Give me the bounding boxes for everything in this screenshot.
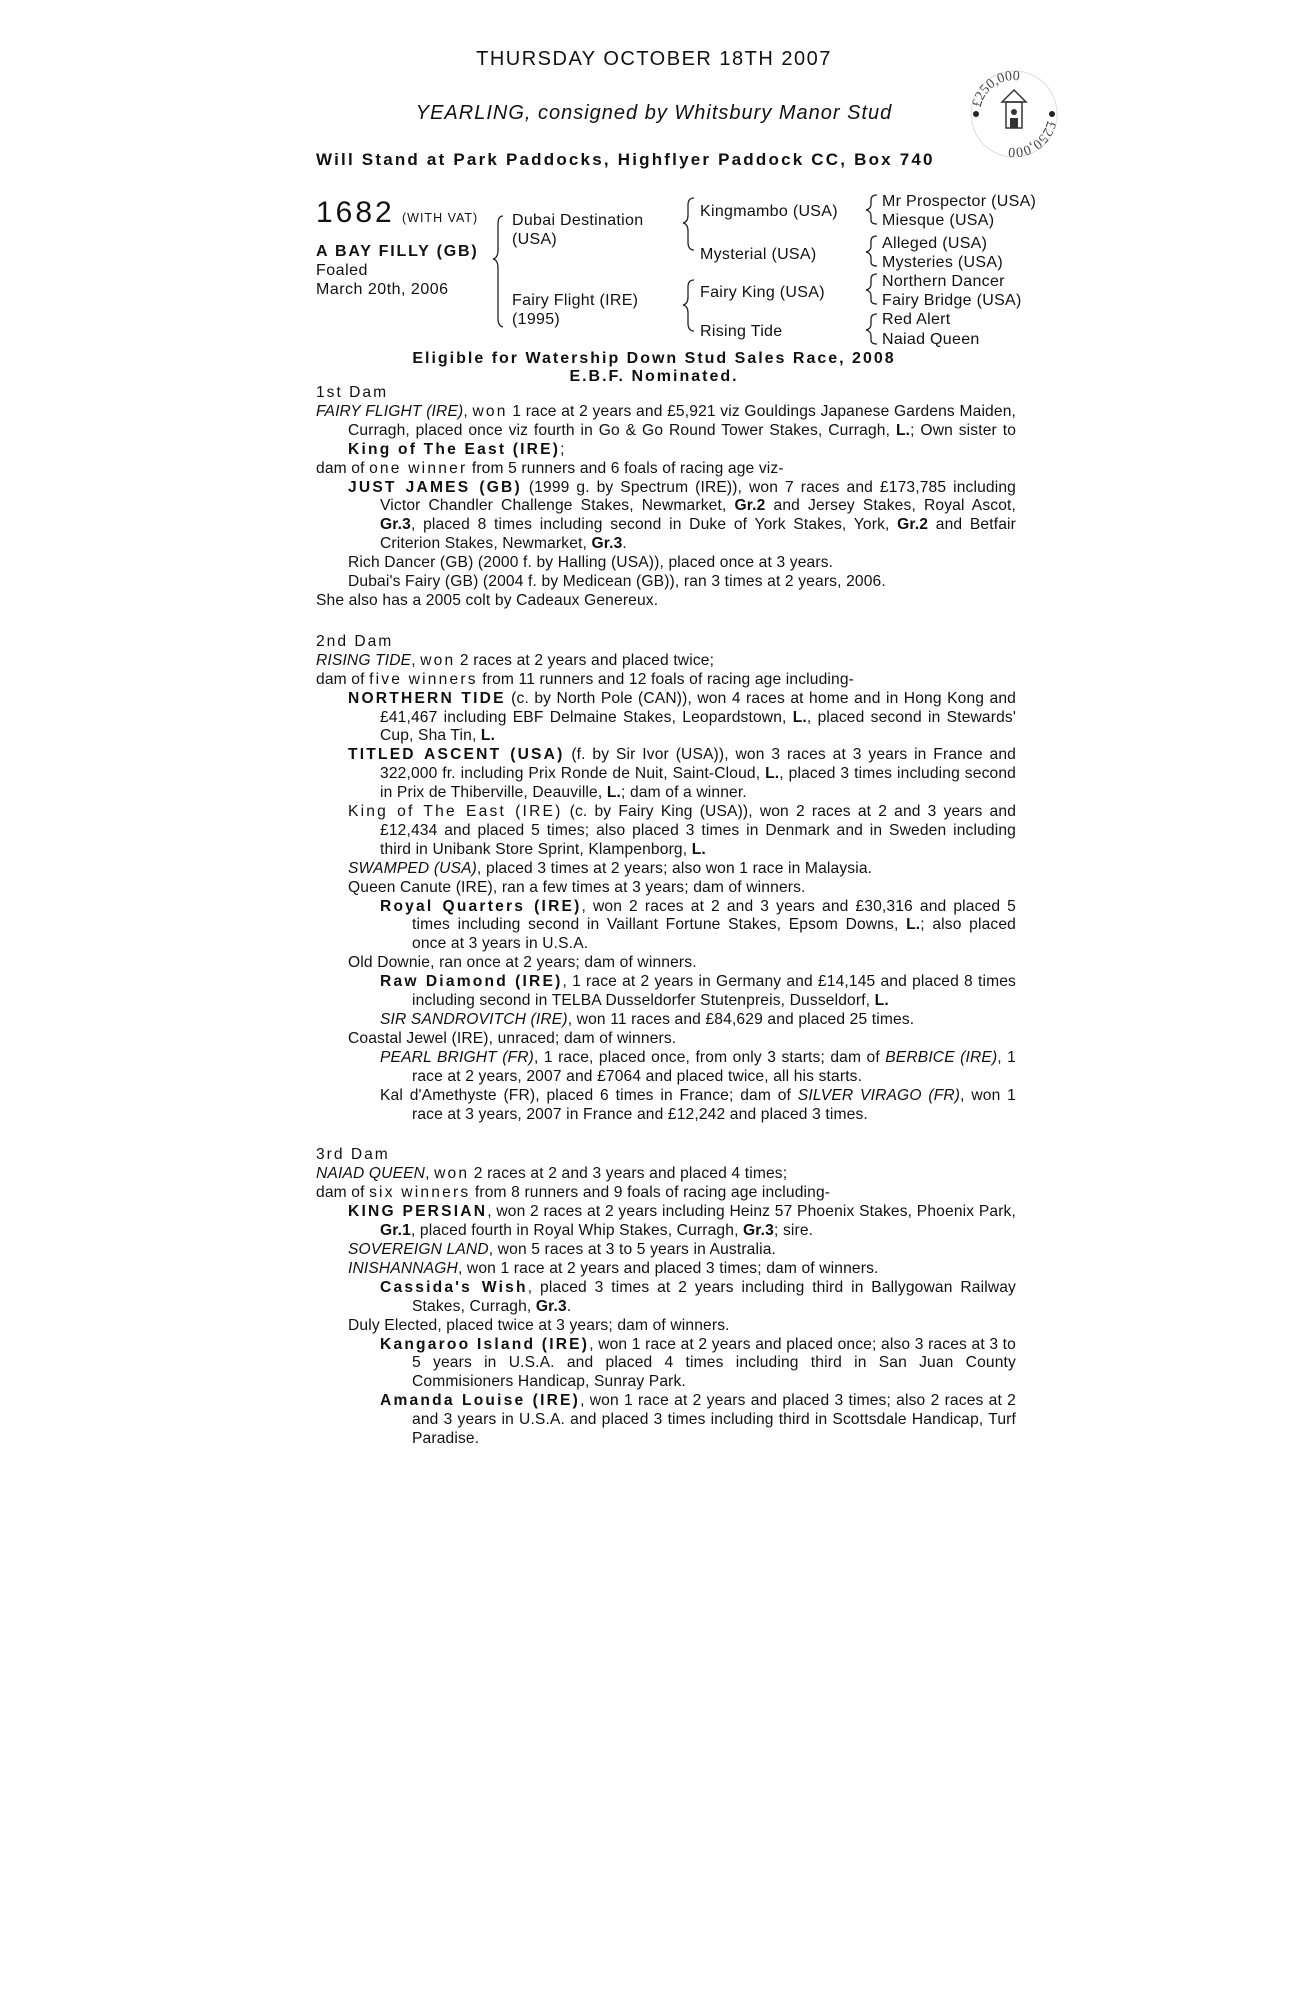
pedigree-ssd: Miesque (USA) xyxy=(882,212,995,229)
ebf-nominated: E.B.F. Nominated. xyxy=(569,368,739,385)
pedigree-sdd: Mysteries (USA) xyxy=(882,254,1003,271)
pedigree-sire-dam: Mysterial (USA) xyxy=(700,246,817,263)
produce-rich-dancer: Rich Dancer (GB) (2000 f. by Halling (USA)), placed once at 3 years. xyxy=(348,554,834,572)
pedigree-sss: Mr Prospector (USA) xyxy=(882,193,1037,210)
pedigree-sire-sire: Kingmambo (USA) xyxy=(700,203,838,220)
pedigree-dam: Fairy Flight (IRE) xyxy=(512,292,639,309)
produce-old-downie: Old Downie, ran once at 2 years; dam of winners. xyxy=(348,954,697,972)
produce-queen-canute: Queen Canute (IRE), ran a few times at 3 years; dam of winners. xyxy=(348,878,806,896)
pedigree-ddd: Naiad Queen xyxy=(882,331,980,348)
grandproduce-royal-quarters: Royal Quarters (IRE), won 2 races at 2 and 3 years and £30,316 and placed 5 times including second in Vaillant Fortune Stakes, Epsom Downs, L.; also placed once at 3 years in U.S.A. xyxy=(380,897,1016,953)
first-dam-record: FAIRY FLIGHT (IRE), won 1 race at 2 years and £5,921 viz Gouldings Japanese Gardens Maiden, Curragh, placed once viz fourth in Go & Go Round Tower Stakes, Curragh, L.; Own sister to King of The East (IRE); xyxy=(316,402,1017,458)
first-dam-heading: 1st Dam xyxy=(316,384,389,401)
produce-inishannagh: INISHANNAGH, won 1 race at 2 years and placed 3 times; dam of winners. xyxy=(348,1259,879,1277)
grandproduce-amanda-louise: Amanda Louise (IRE), won 1 race at 2 years and placed 3 times; also 2 races at 2 and 3 years in U.S.A. and placed 3 times including third in Scottsdale Handicap, Turf Paradise. xyxy=(380,1392,1016,1448)
third-dam-record: NAIAD QUEEN, won 2 races at 2 and 3 years and placed 4 times; xyxy=(316,1165,788,1183)
third-dam-produce-summary: dam of six winners from 8 runners and 9 foals of racing age including- xyxy=(316,1184,831,1202)
sale-date: THURSDAY OCTOBER 18TH 2007 xyxy=(476,48,832,70)
produce-swamped: SWAMPED (USA), placed 3 times at 2 years; also won 1 race in Malaysia. xyxy=(348,859,873,877)
produce-sovereign-land: SOVEREIGN LAND, won 5 races at 3 to 5 years in Australia. xyxy=(348,1240,777,1258)
svg-text:£250,000: £250,000 xyxy=(1007,119,1059,160)
pedigree-dam-sire: Fairy King (USA) xyxy=(700,284,825,301)
pedigree-sire: Dubai Destination xyxy=(512,212,644,229)
pedigree-sire-origin: (USA) xyxy=(512,231,558,248)
grandproduce-sir-sandrovitch: SIR SANDROVITCH (IRE), won 11 races and £84,629 and placed 25 times. xyxy=(380,1011,915,1028)
produce-northern-tide: NORTHERN TIDE (c. by North Pole (CAN)), won 4 races at home and in Hong Kong and £41,467 including EBF Delmaine Stakes, Leopardstown, L., placed second in Stewards' Cup, Sha Tin, L. xyxy=(348,689,1016,745)
vat-note: (WITH VAT) xyxy=(402,211,479,225)
grandproduce-kal-damethyste: Kal d'Amethyste (FR), placed 6 times in France; dam of SILVER VIRAGO (FR), won 1 race at 3 years, 2007 in France and £12,242 and placed 3 times. xyxy=(380,1086,1016,1123)
produce-dubais-fairy: Dubai's Fairy (GB) (2004 f. by Medicean (GB)), ran 3 times at 2 years, 2006. xyxy=(348,573,886,591)
race-eligibility: Eligible for Watership Down Stud Sales Race, 2008 xyxy=(412,350,896,367)
second-dam-produce-summary: dam of five winners from 11 runners and 12 foals of racing age including- xyxy=(316,670,855,688)
pedigree-dam-year: (1995) xyxy=(512,311,561,328)
produce-just-james: JUST JAMES (GB) (1999 g. by Spectrum (IRE)), won 7 races and £173,785 including Victor Chandler Challenge Stakes, Newmarket, Gr.2 and Jersey Stakes, Royal Ascot, Gr.3, placed 8 times including second in Duke of York Stakes, York, Gr.2 and Betfair Criterion Stakes, Newmarket, Gr.3. xyxy=(348,478,1017,553)
svg-text:£250,000: £250,000 xyxy=(969,68,1021,109)
grandproduce-cassidas-wish: Cassida's Wish, placed 3 times at 2 years including third in Ballygowan Railway Stakes, Curragh, Gr.3. xyxy=(380,1278,1016,1315)
second-dam-record: RISING TIDE, won 2 races at 2 years and placed twice; xyxy=(316,651,715,669)
foaled-label: Foaled xyxy=(316,262,368,279)
pedigree-sds: Alleged (USA) xyxy=(882,235,988,252)
grandproduce-pearl-bright: PEARL BRIGHT (FR), 1 race, placed once, from only 3 starts; dam of BERBICE (IRE), 1 race at 2 years, 2007 and £7064 and placed twice, all his starts. xyxy=(380,1048,1016,1085)
grandproduce-raw-diamond: Raw Diamond (IRE), 1 race at 2 years in Germany and £14,145 and placed 8 times including second in TELBA Dusseldorfer Stutenpreis, Dusseldorf, L. xyxy=(380,973,1016,1010)
catalogue-body xyxy=(316,384,1016,1449)
pedigree-dam-dam: Rising Tide xyxy=(700,323,783,340)
pedigree-dds: Red Alert xyxy=(882,311,951,328)
produce-duly-elected: Duly Elected, placed twice at 3 years; dam of winners. xyxy=(348,1316,730,1334)
pedigree-dss: Northern Dancer xyxy=(882,273,1005,290)
own-sister: King of The East (IRE) xyxy=(348,440,561,458)
produce-king-persian: KING PERSIAN, won 2 races at 2 years including Heinz 57 Phoenix Stakes, Phoenix Park, Gr.1, placed fourth in Royal Whip Stakes, Curragh, Gr.3; sire. xyxy=(348,1203,1016,1240)
box-location: Will Stand at Park Paddocks, Highflyer Paddock CC, Box 740 xyxy=(316,150,935,169)
produce-titled-ascent: TITLED ASCENT (USA) (f. by Sir Ivor (USA)), won 3 races at 3 years in France and 322,000 fr. including Prix Ronde de Nuit, Saint-Cloud, L., placed 3 times including second in Prix de Thiberville, Deauville, L.; dam of a winner. xyxy=(348,746,1016,802)
first-dam-name: FAIRY FLIGHT (IRE) xyxy=(316,402,464,420)
first-dam-produce-summary: dam of one winner from 5 runners and 6 foals of racing age viz- xyxy=(316,459,784,477)
lot-number: 1682 xyxy=(316,196,395,229)
second-dam-heading: 2nd Dam xyxy=(316,632,394,650)
produce-colt-note: She also has a 2005 colt by Cadeaux Genereux. xyxy=(316,591,659,609)
consignment-line: YEARLING, consigned by Whitsbury Manor Stud xyxy=(415,102,893,124)
produce-coastal-jewel: Coastal Jewel (IRE), unraced; dam of winners. xyxy=(348,1029,677,1047)
foaled-date: March 20th, 2006 xyxy=(316,281,449,298)
third-dam-heading: 3rd Dam xyxy=(316,1146,390,1164)
produce-king-of-the-east: King of The East (IRE) (c. by Fairy King (USA)), won 2 races at 2 and 3 years and £12,434 and placed 5 times; also placed 3 times in Denmark and in Sweden including third in Unibank Store Sprint, Klampenborg, L. xyxy=(348,803,1017,858)
grandproduce-kangaroo-island: Kangaroo Island (IRE), won 1 race at 2 years and placed once; also 3 races at 3 to 5 years in U.S.A. and placed 4 times including third in San Juan County Commisioners Handicap, Sunray Park. xyxy=(380,1335,1016,1391)
pedigree-dsd: Fairy Bridge (USA) xyxy=(882,292,1022,309)
lot-description: A BAY FILLY (GB) xyxy=(316,243,479,260)
pedigree-braces xyxy=(0,0,1308,400)
